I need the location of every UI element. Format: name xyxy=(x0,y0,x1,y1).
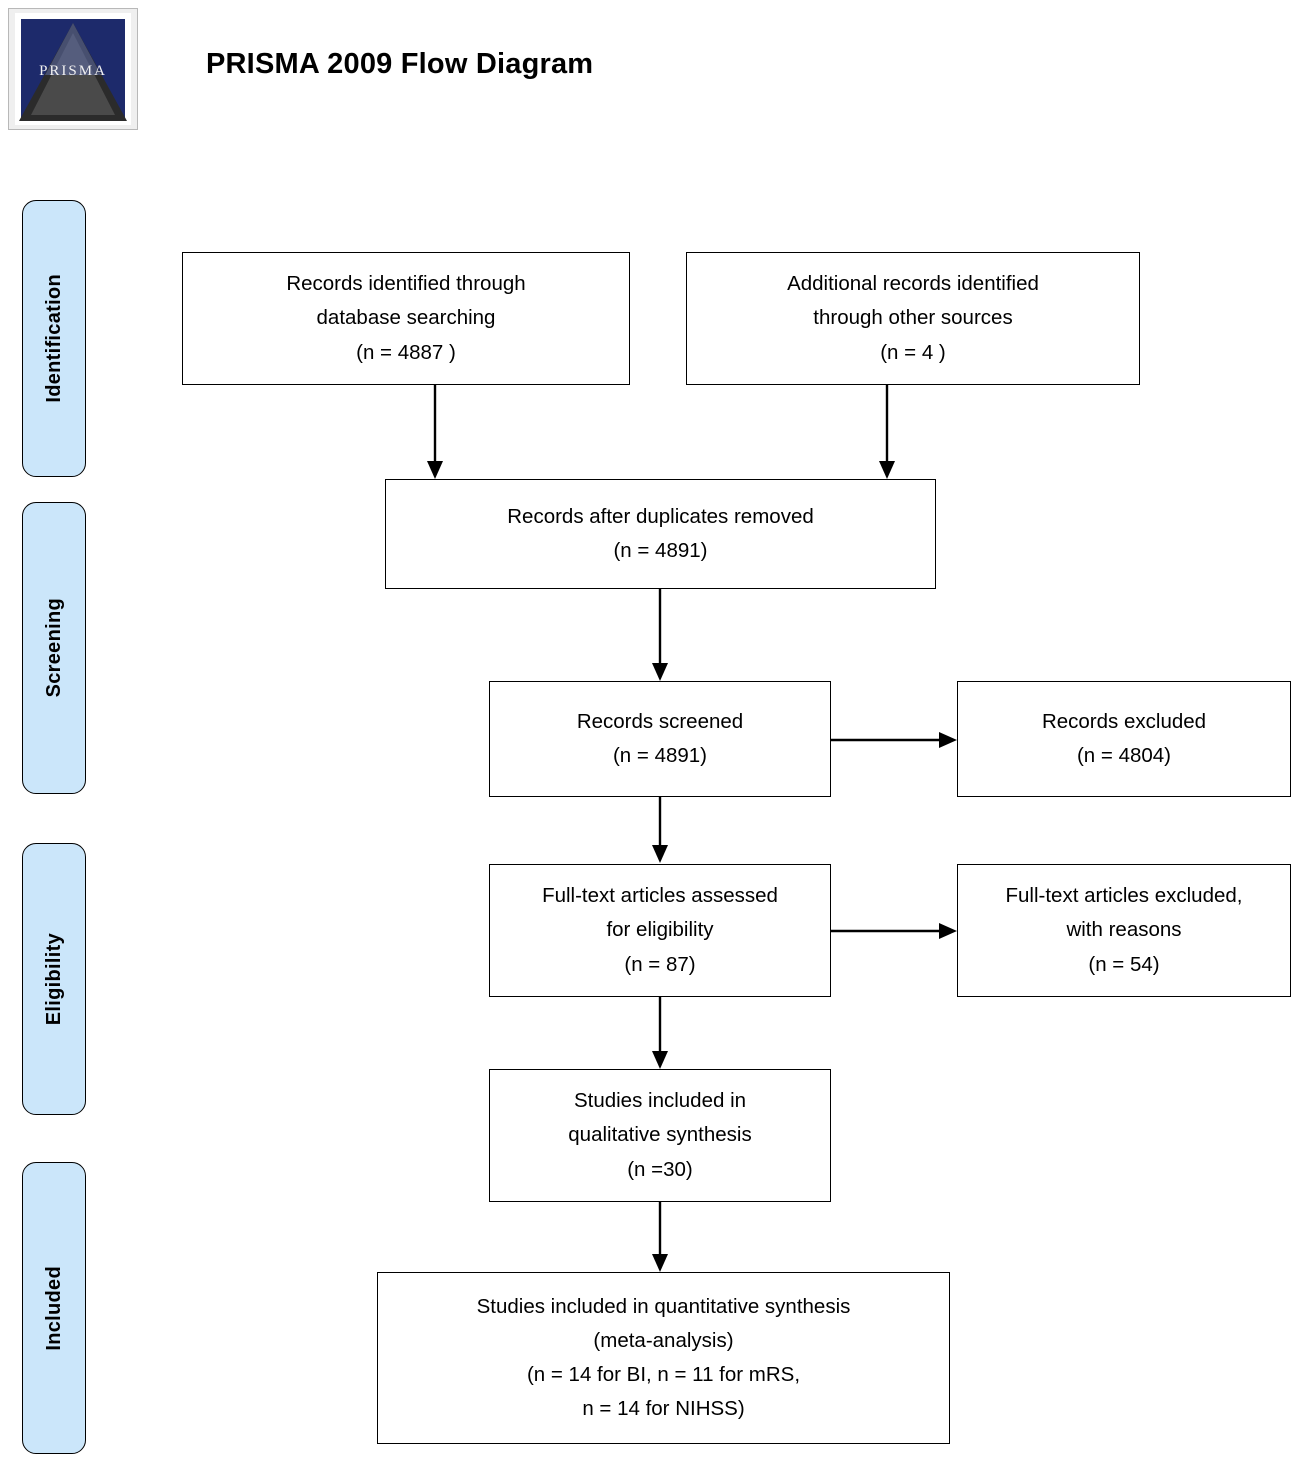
stage-label-screening xyxy=(22,502,86,794)
box-records-after-duplicates xyxy=(385,479,936,589)
page-title: PRISMA 2009 Flow Diagram xyxy=(206,48,594,80)
stage-label-included-text: Included xyxy=(42,1265,65,1351)
box-additional-records-other-sources xyxy=(686,252,1140,385)
text-line: through other sources xyxy=(813,306,1013,330)
text-line: Records screened xyxy=(576,709,744,733)
text-line: database searching xyxy=(316,306,496,330)
arrow-fulltext-assessed-to-fulltext-excluded xyxy=(831,916,959,946)
box-quantitative-synthesis xyxy=(377,1272,950,1444)
arrow-other-sources-to-after-duplicates xyxy=(872,385,902,481)
text-line: (n = 4891) xyxy=(612,744,708,767)
text-line: Records after duplicates removed xyxy=(507,504,814,528)
box-fulltext-assessed-text xyxy=(532,879,788,982)
box-records-excluded xyxy=(957,681,1291,797)
arrow-screened-to-records-excluded xyxy=(831,725,959,755)
text-line: (meta-analysis) xyxy=(593,1328,734,1352)
box-records-excluded-text xyxy=(1032,705,1216,773)
box-fulltext-excluded-text xyxy=(996,879,1253,982)
arrow-qualitative-to-quantitative xyxy=(645,1202,675,1274)
text-line: Studies included in quantitative synthesis xyxy=(476,1294,851,1318)
arrow-after-duplicates-to-screened xyxy=(645,589,675,683)
text-line: for eligibility xyxy=(606,918,714,942)
stage-label-eligibility xyxy=(22,843,86,1115)
stage-label-identification-text: Identification xyxy=(42,274,65,403)
box-records-identified-database xyxy=(182,252,630,385)
arrow-db-search-to-after-duplicates xyxy=(420,385,450,481)
box-qualitative-synthesis xyxy=(489,1069,831,1202)
stage-label-eligibility-text: Eligibility xyxy=(42,932,65,1026)
text-line: (n = 87) xyxy=(624,952,696,976)
text-line: Full-text articles excluded, xyxy=(1005,884,1243,908)
text-line: n = 14 for NIHSS) xyxy=(582,1397,745,1421)
text-line: (n = 4804) xyxy=(1076,744,1172,767)
text-line: with reasons xyxy=(1066,918,1182,942)
text-line: Records identified through xyxy=(286,272,526,296)
stage-label-screening-text: Screening xyxy=(42,598,65,698)
text-line: (n = 4891) xyxy=(613,539,708,562)
box-records-screened-text xyxy=(567,705,753,773)
text-line: Studies included in xyxy=(573,1089,747,1113)
text-line: Full-text articles assessed xyxy=(542,884,778,908)
text-line: (n = 14 for BI, n = 11 for mRS, xyxy=(526,1363,801,1386)
box-records-after-duplicates-text xyxy=(497,500,824,568)
box-records-screened xyxy=(489,681,831,797)
svg-text:PRISMA: PRISMA xyxy=(39,63,107,79)
stage-label-identification xyxy=(22,200,86,477)
box-additional-records-other-sources-text xyxy=(777,267,1049,370)
text-line: Additional records identified xyxy=(787,272,1039,296)
box-qualitative-synthesis-text xyxy=(558,1084,761,1187)
box-quantitative-synthesis-text xyxy=(467,1290,861,1427)
text-line: qualitative synthesis xyxy=(568,1123,752,1147)
arrow-fulltext-assessed-to-qualitative xyxy=(645,997,675,1071)
text-line: (n = 4887 ) xyxy=(356,340,456,364)
prisma-logo xyxy=(8,8,138,130)
arrow-screened-to-fulltext-assessed xyxy=(645,797,675,865)
stage-label-included xyxy=(22,1162,86,1454)
text-line: Records excluded xyxy=(1041,709,1207,733)
text-line: (n = 4 ) xyxy=(880,340,946,364)
box-records-identified-database-text xyxy=(276,267,535,370)
box-fulltext-assessed xyxy=(489,864,831,997)
text-line: (n = 54) xyxy=(1088,952,1160,976)
text-line: (n =30) xyxy=(627,1157,693,1181)
box-fulltext-excluded xyxy=(957,864,1291,997)
